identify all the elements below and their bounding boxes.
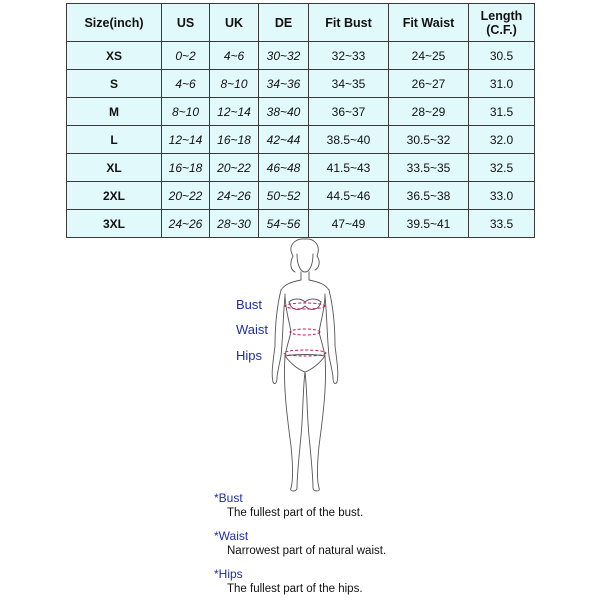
header-fit-waist: Fit Waist — [389, 4, 469, 42]
us-cell: 12~14 — [162, 126, 210, 154]
header-size: Size(inch) — [67, 4, 162, 42]
body-measurement-figure — [263, 236, 343, 496]
uk-cell: 24~26 — [210, 182, 259, 210]
fit-waist-cell: 33.5~35 — [389, 154, 469, 182]
uk-cell: 20~22 — [210, 154, 259, 182]
header-de: DE — [259, 4, 309, 42]
header-uk: UK — [210, 4, 259, 42]
fit-bust-cell: 34~35 — [309, 70, 389, 98]
size-cell: S — [67, 70, 162, 98]
length-cell: 31.5 — [469, 98, 535, 126]
fit-bust-cell: 38.5~40 — [309, 126, 389, 154]
table-row — [67, 182, 535, 210]
table-row — [67, 210, 535, 238]
us-cell: 4~6 — [162, 70, 210, 98]
table-row — [67, 126, 535, 154]
bust-label: Bust — [236, 297, 263, 312]
table-row — [67, 98, 535, 126]
de-cell: 42~44 — [259, 126, 309, 154]
uk-cell: 4~6 — [210, 42, 259, 70]
de-cell: 30~32 — [259, 42, 309, 70]
fit-bust-cell: 41.5~43 — [309, 154, 389, 182]
fit-waist-cell: 30.5~32 — [389, 126, 469, 154]
size-cell: M — [67, 98, 162, 126]
fit-waist-cell: 26~27 — [389, 70, 469, 98]
fit-waist-cell: 24~25 — [389, 42, 469, 70]
fit-waist-cell: 39.5~41 — [389, 210, 469, 238]
waist-label: Waist — [236, 322, 269, 337]
table-header-row — [67, 4, 535, 42]
size-cell: L — [67, 126, 162, 154]
fit-bust-cell: 32~33 — [309, 42, 389, 70]
fit-waist-cell: 28~29 — [389, 98, 469, 126]
uk-cell: 12~14 — [210, 98, 259, 126]
header-fit-bust: Fit Bust — [309, 4, 389, 42]
note-hips-text: The fullest part of the hips. — [227, 583, 363, 595]
de-cell: 38~40 — [259, 98, 309, 126]
uk-cell: 28~30 — [210, 210, 259, 238]
hips-label: Hips — [236, 348, 263, 363]
de-cell: 46~48 — [259, 154, 309, 182]
table-row — [67, 42, 535, 70]
fit-bust-cell: 36~37 — [309, 98, 389, 126]
header-length: Length (C.F.) — [469, 4, 535, 42]
table-row — [67, 70, 535, 98]
note-bust-title: *Bust — [214, 491, 243, 505]
us-cell: 8~10 — [162, 98, 210, 126]
size-cell: XL — [67, 154, 162, 182]
fit-waist-cell: 36.5~38 — [389, 182, 469, 210]
note-bust-text: The fullest part of the bust. — [227, 507, 364, 519]
size-cell: 3XL — [67, 210, 162, 238]
length-cell: 30.5 — [469, 42, 535, 70]
us-cell: 0~2 — [162, 42, 210, 70]
de-cell: 54~56 — [259, 210, 309, 238]
size-cell: XS — [67, 42, 162, 70]
length-cell: 32.5 — [469, 154, 535, 182]
de-cell: 50~52 — [259, 182, 309, 210]
note-waist-text: Narrowest part of natural waist. — [227, 545, 387, 557]
uk-cell: 8~10 — [210, 70, 259, 98]
measurement-notes — [214, 490, 584, 604]
header-us: US — [162, 4, 210, 42]
us-cell: 16~18 — [162, 154, 210, 182]
length-cell: 33.0 — [469, 182, 535, 210]
fit-bust-cell: 47~49 — [309, 210, 389, 238]
us-cell: 24~26 — [162, 210, 210, 238]
fit-bust-cell: 44.5~46 — [309, 182, 389, 210]
note-waist-title: *Waist — [214, 529, 249, 543]
table-row — [67, 154, 535, 182]
us-cell: 20~22 — [162, 182, 210, 210]
length-cell: 31.0 — [469, 70, 535, 98]
length-cell: 33.5 — [469, 210, 535, 238]
size-chart-table — [66, 3, 535, 238]
length-cell: 32.0 — [469, 126, 535, 154]
size-cell: 2XL — [67, 182, 162, 210]
note-hips-title: *Hips — [214, 567, 243, 581]
de-cell: 34~36 — [259, 70, 309, 98]
uk-cell: 16~18 — [210, 126, 259, 154]
